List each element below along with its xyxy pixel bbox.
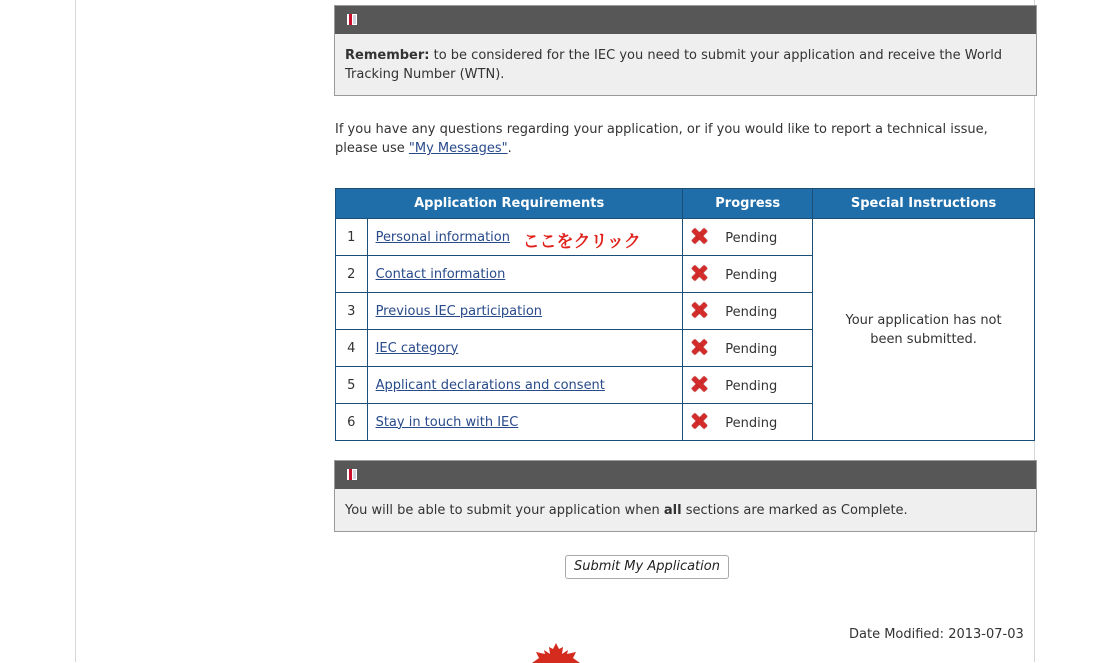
requirement-cell (367, 219, 683, 256)
personal-information-link[interactable]: Personal information (375, 229, 510, 245)
special-instructions-text: Your application has not been submitted. (845, 312, 1002, 347)
book-icon (347, 14, 357, 25)
status-text: Pending (725, 342, 778, 357)
special-instructions-cell (813, 219, 1035, 441)
previous-iec-participation-link[interactable]: Previous IEC participation (375, 303, 543, 319)
row-number: 3 (336, 293, 368, 330)
x-mark-icon (691, 228, 707, 244)
x-mark-icon (691, 413, 707, 429)
maple-leaf-icon (532, 643, 580, 663)
row-number: 6 (336, 404, 368, 441)
header-application-requirements: Application Requirements (336, 189, 683, 219)
progress-cell (683, 256, 813, 293)
table-row (336, 219, 1035, 256)
click-here-annotation: ここをクリック (522, 232, 641, 252)
progress-cell (683, 330, 813, 367)
stay-in-touch-link[interactable]: Stay in touch with IEC (375, 414, 519, 430)
requirement-cell (367, 293, 683, 330)
x-mark-icon (691, 302, 707, 318)
requirement-cell (367, 330, 683, 367)
status-text: Pending (725, 268, 778, 283)
row-number: 4 (336, 330, 368, 367)
table-header-row (336, 189, 1035, 219)
requirement-cell (367, 256, 683, 293)
progress-cell (683, 219, 813, 256)
applicant-declarations-link[interactable]: Applicant declarations and consent (375, 377, 605, 393)
alert-body (335, 489, 1036, 531)
header-special-instructions: Special Instructions (813, 189, 1035, 219)
status-text: Pending (725, 379, 778, 394)
progress-cell (683, 367, 813, 404)
alert-header-bar (335, 6, 1036, 34)
book-icon (347, 469, 357, 480)
remember-label: Remember: (345, 48, 430, 63)
requirement-cell (367, 367, 683, 404)
submit-application-button[interactable]: Submit My Application (565, 555, 729, 579)
progress-cell (683, 404, 813, 441)
status-text: Pending (725, 416, 778, 431)
x-mark-icon (691, 265, 707, 281)
alert-body (335, 34, 1036, 95)
submit-info-text-end: sections are marked as Complete. (681, 503, 908, 518)
my-messages-link[interactable]: "My Messages" (408, 141, 508, 156)
progress-cell (683, 293, 813, 330)
submit-info-bold: all (663, 503, 682, 518)
status-text: Pending (725, 231, 778, 246)
header-progress: Progress (683, 189, 813, 219)
x-mark-icon (691, 339, 707, 355)
iec-category-link[interactable]: IEC category (375, 340, 459, 356)
remember-alert (334, 5, 1037, 96)
requirement-cell (367, 404, 683, 441)
row-number: 2 (336, 256, 368, 293)
requirements-table (335, 188, 1035, 441)
status-text: Pending (725, 305, 778, 320)
submit-info-alert (334, 460, 1037, 532)
date-modified: Date Modified: 2013-07-03 (849, 627, 1024, 642)
questions-text: If you have any questions regarding your application, or if you would like to report a technical issue, please use (335, 122, 988, 156)
questions-paragraph (335, 120, 1025, 158)
questions-period: . (507, 141, 512, 156)
remember-text: to be considered for the IEC you need to submit your application and receive the World Tracking Number (WTN). (345, 48, 1003, 82)
submit-info-text: You will be able to submit your application when (345, 503, 664, 518)
row-number: 1 (336, 219, 368, 256)
row-number: 5 (336, 367, 368, 404)
alert-header-bar (335, 461, 1036, 489)
contact-information-link[interactable]: Contact information (375, 266, 506, 282)
left-border-line (75, 0, 76, 662)
x-mark-icon (691, 376, 707, 392)
